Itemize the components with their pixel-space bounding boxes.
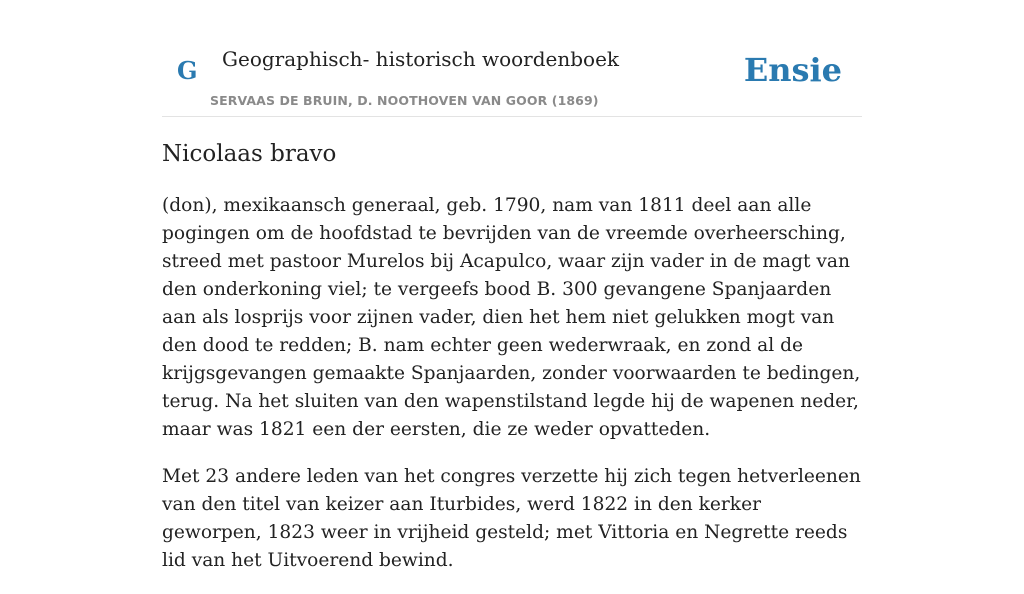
ensie-logo[interactable]: Ensie: [743, 51, 842, 89]
entry-body: [162, 192, 862, 594]
entry-title: Nicolaas bravo: [162, 141, 337, 167]
book-author: SERVAAS DE BRUIN, D. NOOTHOVEN VAN GOOR (1869): [210, 93, 599, 108]
entry-paragraph: (don), mexikaansch generaal, geb. 1790, nam van 1811 deel aan alle pogingen om de hoofdstad te bevrijden van de vreemde overheersching, streed met pastoor Murelos bij Acapulco, waar zijn vader in de magt van den onderkoning viel; te vergeefs bood B. 300 gevangene Spanjaarden aan als losprijs voor zijnen vader, dien het hem niet gelukken mogt van den dood te redden; B. nam echter geen wederwraak, en zond al de krijgsgevangen gemaakte Spanjaarden, zonder voorwaarden te bedingen, terug. Na het sluiten van den wapenstilstand legde hij de wapenen neder, maar was 1821 een der eersten, die ze weder opvatteden.: [162, 195, 861, 440]
site-header: [162, 0, 862, 117]
entry-paragraph: Met 23 andere leden van het congres verzette hij zich tegen hetverleenen van den titel van keizer aan Iturbides, werd 1822 in den kerker geworpen, 1823 weer in vrijheid gesteld; met Vittoria en Negrette reeds lid van het Uitvoerend bewind.: [162, 466, 861, 571]
book-title-link[interactable]: Geographisch- historisch woordenboek: [222, 47, 620, 71]
page-container: [162, 0, 862, 571]
book-logo-icon[interactable]: G: [177, 56, 198, 85]
